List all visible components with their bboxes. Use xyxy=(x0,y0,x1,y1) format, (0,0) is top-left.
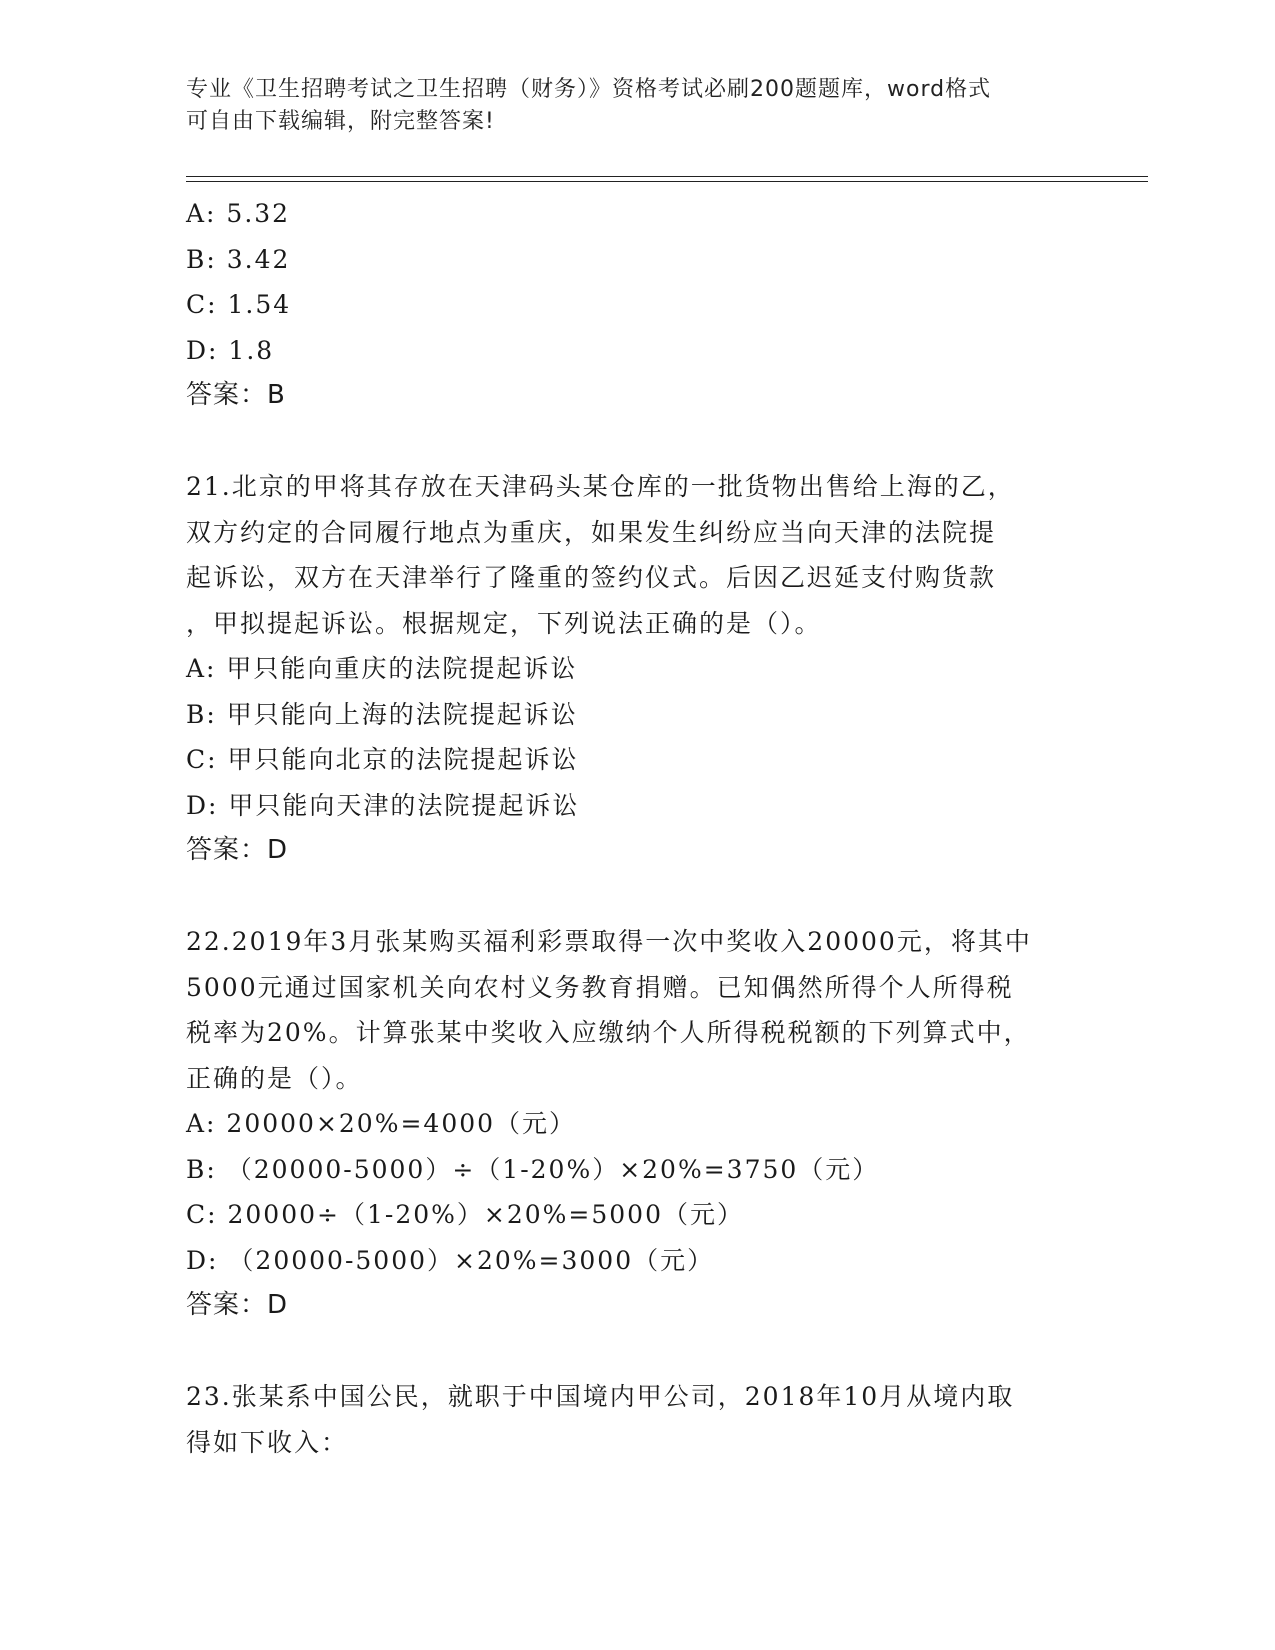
answer: 答案：D xyxy=(186,1290,289,1320)
header-rule-bottom xyxy=(186,181,1148,182)
spacer xyxy=(186,874,1086,920)
question-22 xyxy=(186,919,1086,1329)
question-20-tail xyxy=(186,191,1086,419)
question-stem xyxy=(186,464,1086,646)
question-stem xyxy=(186,919,1086,1101)
stem-line: 22.2019年3月张某购买福利彩票取得一次中奖收入20000元，将其中 xyxy=(186,927,1032,956)
option-b: B: （20000-5000）÷（1-20%）×20%=3750（元） xyxy=(186,1154,880,1184)
option-a: A: 20000×20%=4000（元） xyxy=(186,1109,577,1138)
header-line-2: 可自由下载编辑，附完整答案! xyxy=(186,109,495,134)
option-d: D: （20000-5000）×20%=3000（元） xyxy=(186,1245,715,1275)
option-c: C: 20000÷（1-20%）×20%=5000（元） xyxy=(186,1200,744,1229)
spacer xyxy=(186,419,1086,465)
stem-line: 税率为20%。计算张某中奖收入应缴纳个人所得税税额的下列算式中， xyxy=(186,1018,1031,1047)
document-header xyxy=(186,74,1086,138)
header-line-1: 专业《卫生招聘考试之卫生招聘（财务）》资格考试必刷200题题库，word格式 xyxy=(186,77,992,102)
option-c: C: 1.54 xyxy=(186,290,292,319)
question-21 xyxy=(186,464,1086,874)
stem-line: 正确的是（）。 xyxy=(186,1063,363,1093)
stem-line: 得如下收入： xyxy=(186,1427,349,1457)
answer: 答案：D xyxy=(186,835,289,865)
spacer xyxy=(186,1329,1086,1375)
option-b: B: 3.42 xyxy=(186,244,291,274)
option-a: A: 甲只能向重庆的法院提起诉讼 xyxy=(186,654,578,683)
question-23 xyxy=(186,1374,1086,1465)
option-d: D: 1.8 xyxy=(186,335,275,365)
option-c: C: 甲只能向北京的法院提起诉讼 xyxy=(186,745,579,774)
option-b: B: 甲只能向上海的法院提起诉讼 xyxy=(186,699,578,729)
option-a: A: 5.32 xyxy=(186,199,291,228)
stem-line: 21.北京的甲将其存放在天津码头某仓库的一批货物出售给上海的乙， xyxy=(186,472,1015,501)
header-rule-top xyxy=(186,176,1148,177)
stem-line: ，甲拟提起诉讼。根据规定，下列说法正确的是（）。 xyxy=(186,608,822,638)
option-d: D: 甲只能向天津的法院提起诉讼 xyxy=(186,790,580,820)
question-stem xyxy=(186,1374,1086,1465)
stem-line: 起诉讼，双方在天津举行了隆重的签约仪式。后因乙迟延支付购货款 xyxy=(186,563,997,592)
document-body xyxy=(186,191,1086,1465)
stem-line: 23.张某系中国公民，就职于中国境内甲公司，2018年10月从境内取 xyxy=(186,1382,1015,1411)
answer: 答案：B xyxy=(186,380,286,410)
stem-line: 5000元通过国家机关向农村义务教育捐赠。已知偶然所得个人所得税 xyxy=(186,972,1014,1002)
stem-line: 双方约定的合同履行地点为重庆，如果发生纠纷应当向天津的法院提 xyxy=(186,517,997,547)
